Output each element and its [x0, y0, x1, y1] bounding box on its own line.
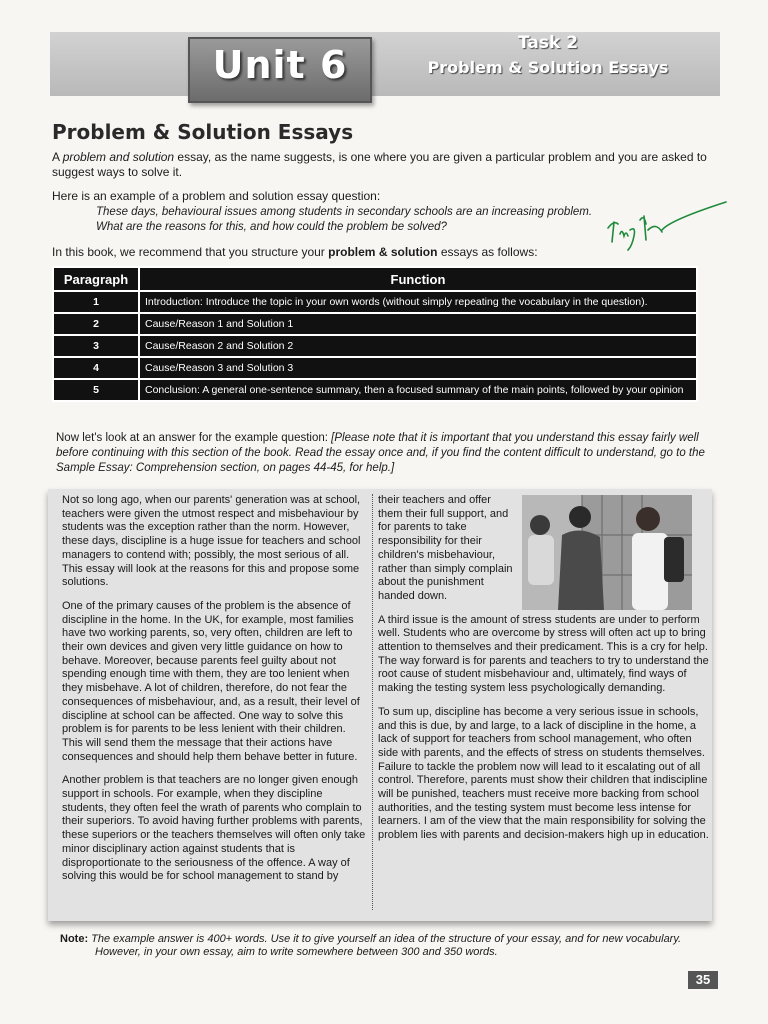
- structure-text-2: essays as follows:: [437, 245, 538, 259]
- table-cell-function: Cause/Reason 3 and Solution 3: [139, 357, 697, 379]
- table-row: [53, 291, 697, 313]
- essay-paragraph: To sum up, discipline has become a very serious issue in schools, and this is due, by and large, to a lack of discipline in the home, a lack of support for teachers from school management, who often side with parents, and the effects of stress on students themselves. Failure to tackle the problem now will lead to it escalating out of all control. Therefore, parents must show their children that indiscipline will be punished, teachers must receive more backing from school authorities, and the testing system must become less intense for learners. I am of the view that the main responsibility for solving the problem lies with parents and decision-makers high up in education.: [378, 705, 709, 842]
- table-cell-function: Conclusion: A general one-sentence summary, then a focused summary of the main points, followed by your opinion: [139, 379, 697, 401]
- table-cell-function: Cause/Reason 1 and Solution 1: [139, 313, 697, 335]
- table-cell-num: 5: [53, 379, 139, 401]
- column-divider: [372, 494, 373, 910]
- question-intro: Here is an example of a problem and solution essay question:: [52, 189, 381, 203]
- structure-bold: problem & solution: [328, 245, 438, 259]
- table-header-paragraph: Paragraph: [53, 267, 139, 291]
- table-cell-function: Introduction: Introduce the topic in your own words (without simply repeating the vocabulary in the question).: [139, 291, 697, 313]
- essay-paragraph: their teachers and offer them their full support, and for parents to take responsibility for their children's misbehaviour, rather than simply complain about the punishment handed down.: [378, 494, 513, 602]
- now-text-italic: [Please note that it is important that you understand this essay fairly well before continuing with this section of the book. Read the essay once and, if you find the content difficult to understand, go to the Sample Essay: Comprehension section, on pages 44-45, for help.]: [56, 432, 705, 474]
- table-header-row: [53, 267, 697, 291]
- note-label: Note:: [60, 933, 89, 945]
- table-header-function: Function: [139, 267, 697, 291]
- handwritten-signature: [600, 190, 730, 260]
- table-cell-function: Cause/Reason 2 and Solution 2: [139, 335, 697, 357]
- page-heading: Problem & Solution Essays: [52, 120, 354, 144]
- example-answer-intro: [56, 431, 706, 476]
- essay-paragraph: One of the primary causes of the problem is the absence of discipline in the home. In the UK, for example, most families have two working parents, so, very often, children are left to their own devices and given very little guidance on how to behave. Moreover, because parents feel guilty about not spending enough time with them, they are too lenient when they misbehave. A lot of children, therefore, do not fear the consequences of misbehaviour, and, as a result, their level of discipline at school can be affected. One way to solve this problem is for parents to be less lenient with their children. This will send them the message that their actions have consequences and should help them behave better in future.: [62, 599, 360, 763]
- essay-left-column: [62, 494, 368, 894]
- table-row: [53, 335, 697, 357]
- question-line-1: These days, behavioural issues among students in secondary schools are an increasing problem.: [96, 206, 593, 218]
- table-cell-num: 3: [53, 335, 139, 357]
- intro-text-2: essay, as the name suggests, is one where you are given a particular problem and you are asked to suggest ways to solve it.: [52, 150, 707, 179]
- essay-right-column: [378, 494, 710, 853]
- table-cell-num: 1: [53, 291, 139, 313]
- question-line-2: What are the reasons for this, and how could the problem be solved?: [96, 221, 447, 233]
- table-row: [53, 379, 697, 401]
- unit-title: Unit 6: [212, 43, 348, 87]
- intro-text-1: A: [52, 150, 63, 164]
- note-line-2: However, in your own essay, aim to write somewhere between 300 and 350 words.: [95, 946, 498, 958]
- intro-paragraph: [52, 150, 712, 180]
- essay-paragraph: Another problem is that teachers are no longer given enough support in schools. For example, when they discipline students, they often feel the wrath of parents who complain to their superiors. To avoid having further problems with parents, these superiors or the teachers themselves will often only take minor disciplinary action against students that is disproportionate to the seriousness of the offence. A way of solving this would be for school management to stand by: [62, 774, 366, 883]
- paragraph-function-table: [52, 266, 698, 402]
- table-row: [53, 313, 697, 335]
- structure-text-1: In this book, we recommend that you structure your: [52, 245, 329, 259]
- structure-sentence: [52, 245, 538, 259]
- page-number: 35: [688, 971, 718, 989]
- header-subtitle: Problem & Solution Essays: [427, 58, 669, 77]
- task-label: Task 2: [517, 33, 579, 53]
- intro-italic: problem and solution: [62, 150, 175, 164]
- table-row: [53, 357, 697, 379]
- unit-badge: [188, 37, 372, 103]
- essay-paragraph: A third issue is the amount of stress students are under to perform well. Students who are overcome by stress will often act up to bring attention to themselves and their predicament. This is a cry for help. The way forward is for parents and teachers to try to understand the root cause of student misbehaviour and, ultimately, find ways of making the testing system less psychologically demanding.: [378, 613, 709, 695]
- table-cell-num: 2: [53, 313, 139, 335]
- note: [60, 933, 720, 959]
- note-line-1: The example answer is 400+ words. Use it to give yourself an idea of the structure of your essay, and for new vocabulary.: [91, 933, 682, 945]
- now-text-1: Now let's look at an answer for the example question:: [56, 432, 332, 444]
- table-cell-num: 4: [53, 357, 139, 379]
- essay-paragraph: Not so long ago, when our parents' generation was at school, teachers were given the utmost respect and misbehaviour by students was the exception rather than the norm. However, these days, discipline is a huge issue for teachers and school managers to contend with; possibly, the most serious of all. This essay will look at the reasons for this and propose some solutions.: [62, 494, 361, 589]
- example-question: [96, 205, 592, 235]
